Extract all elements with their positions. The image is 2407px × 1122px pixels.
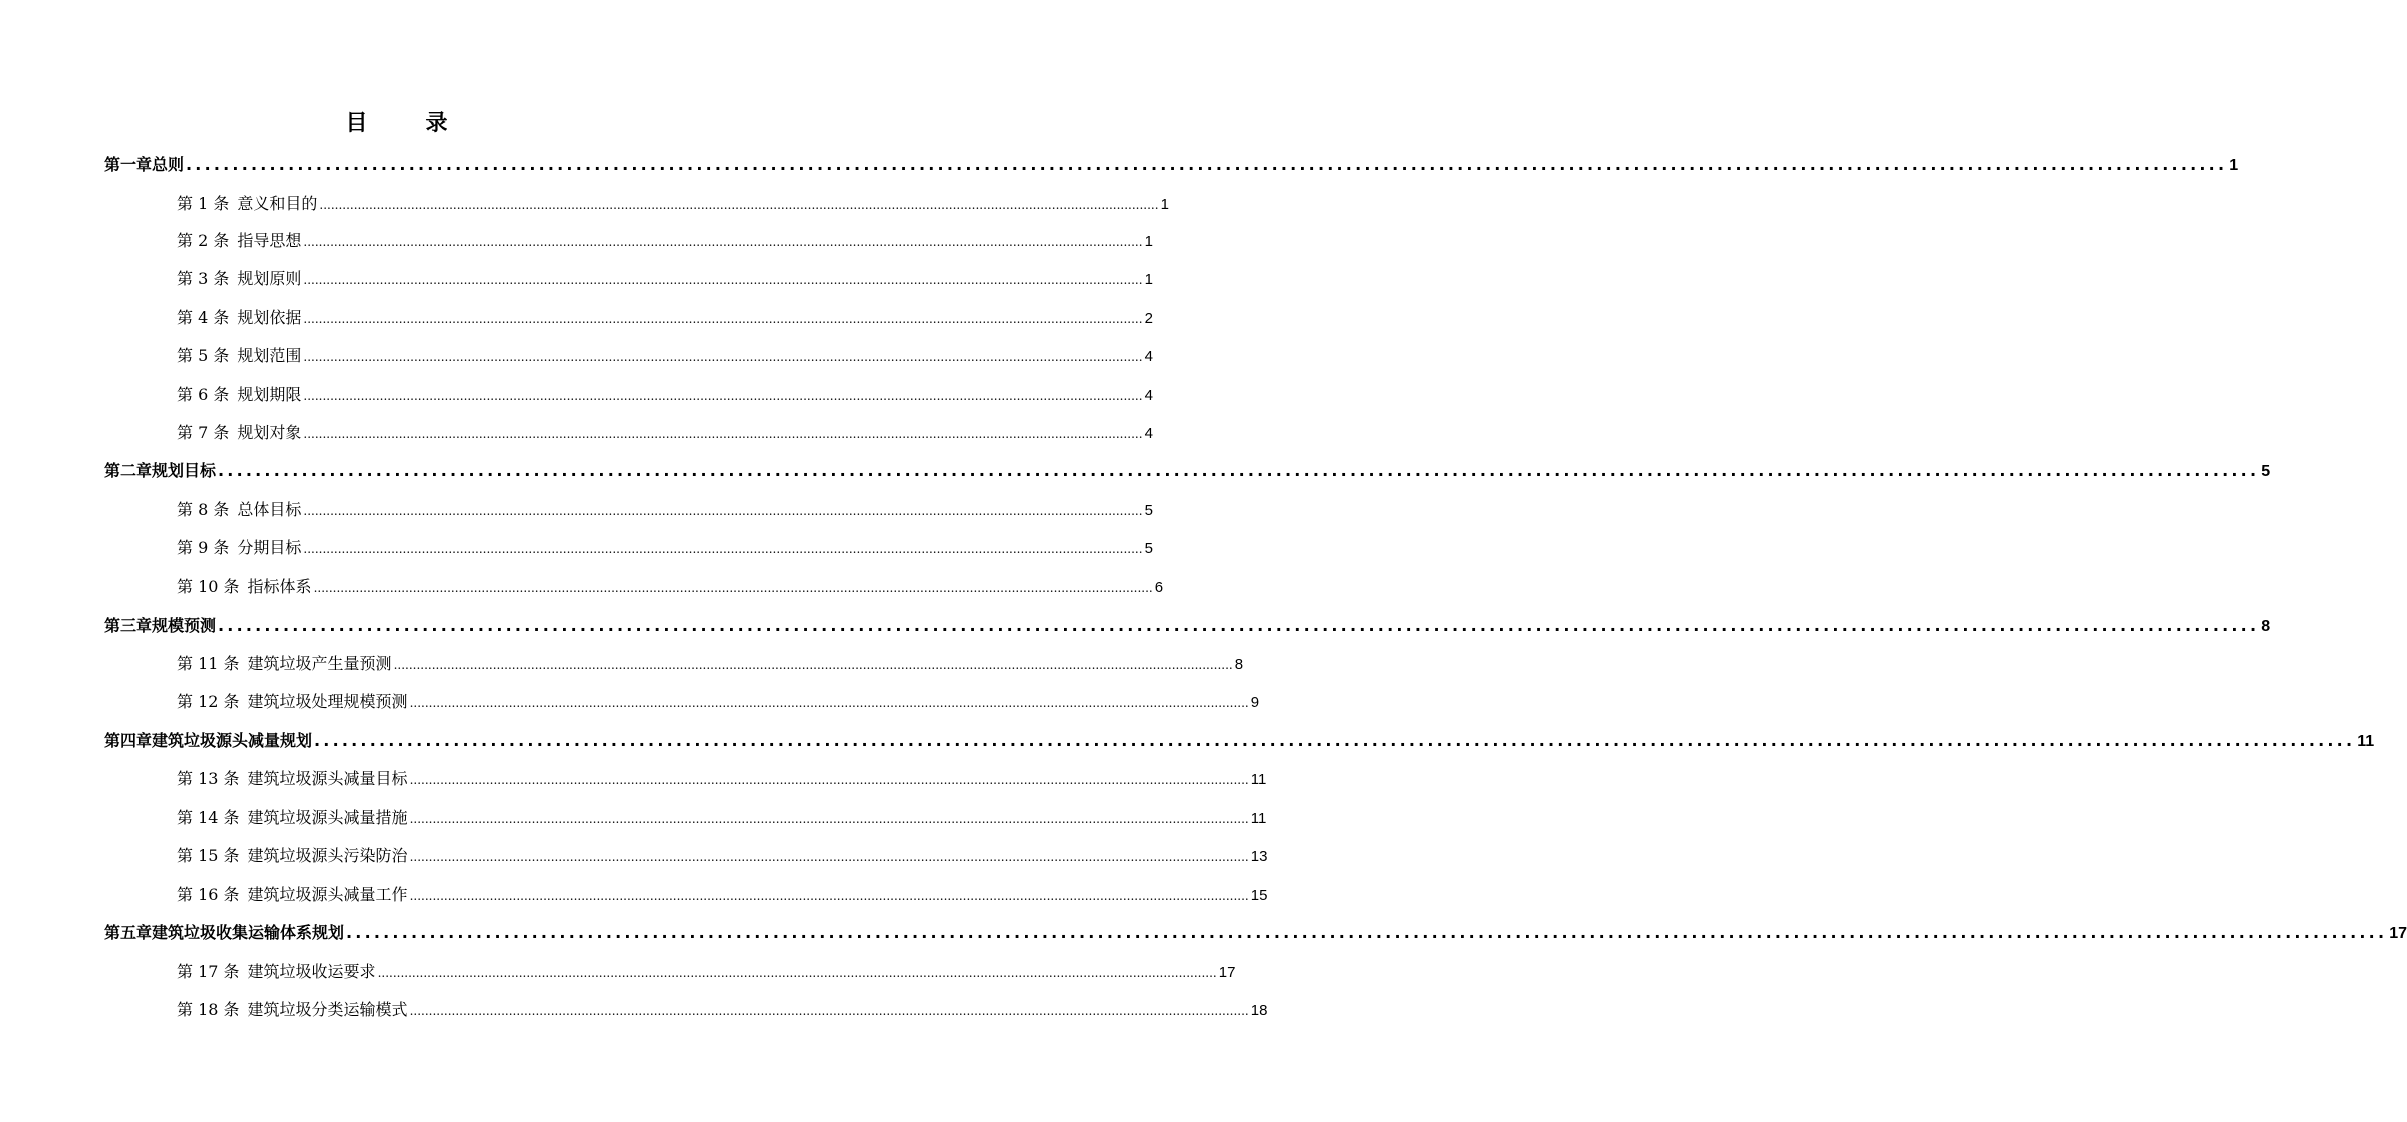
toc-article-entry[interactable] (177, 305, 1153, 331)
toc-dot-leader: ............................................................................................................................................................................................................................ (303, 273, 1143, 287)
toc-dot-leader: ............................................................................................................................................................................................................................ (409, 1004, 1249, 1018)
toc-article-entry[interactable] (177, 497, 1153, 523)
toc-entry-title: 规划期限 (237, 385, 302, 404)
toc-page-number: 4 (1144, 387, 1153, 404)
toc-article-entry[interactable] (177, 228, 1153, 254)
toc-dot-leader: ............................................................................................................................................................................................................................ (303, 542, 1143, 556)
toc-entry-number: 第 13 条 (177, 769, 240, 788)
toc-dot-leader: ............................................................................................................................................................................................................................ (409, 850, 1249, 864)
toc-entry-number: 第二章 (104, 461, 153, 480)
toc-entry-number: 第 12 条 (177, 692, 240, 711)
toc-entry-title: 建筑垃圾源头减量措施 (247, 808, 408, 827)
toc-article-entry[interactable] (177, 191, 1169, 217)
toc-page-number: 5 (1144, 540, 1153, 557)
toc-entry-number: 第 11 条 (177, 654, 240, 673)
toc-dot-leader: ............................................................................................................................................................................................................................ (409, 696, 1249, 710)
toc-dot-leader: ............................................................................................................................................................................................................................ (303, 389, 1143, 403)
toc-dot-leader: ............................................................................................................................................................................................................................ (186, 155, 2228, 174)
toc-entry-number: 第四章 (104, 731, 153, 750)
toc-chapter-entry[interactable] (104, 613, 2271, 639)
toc-dot-leader: ............................................................................................................................................................................................................................ (303, 504, 1143, 518)
toc-page-number: 11 (1250, 810, 1267, 827)
toc-entry-title: 规划原则 (237, 269, 302, 288)
toc-entry-number: 第 7 条 (177, 423, 230, 442)
toc-entry-title: 建筑垃圾源头污染防治 (247, 846, 408, 865)
toc-entry-title: 分期目标 (237, 538, 302, 557)
toc-page-number: 2 (1144, 310, 1153, 327)
toc-dot-leader: ............................................................................................................................................................................................................................ (393, 658, 1233, 672)
toc-article-entry[interactable] (177, 997, 1268, 1023)
toc-entry-title: 指导思想 (237, 231, 302, 250)
toc-article-entry[interactable] (177, 689, 1260, 715)
toc-chapter-entry[interactable] (104, 728, 2375, 754)
toc-entry-title: 规划范围 (237, 346, 302, 365)
toc-entry-number: 第 9 条 (177, 538, 230, 557)
toc-entry-number: 第 10 条 (177, 577, 240, 596)
toc-entry-title: 建筑垃圾收集运输体系规划 (152, 923, 345, 942)
toc-entry-title: 规划目标 (152, 461, 217, 480)
toc-entry-number: 第 18 条 (177, 1000, 240, 1019)
toc-dot-leader: ............................................................................................................................................................................................................................ (303, 427, 1143, 441)
toc-entry-title: 规划对象 (237, 423, 302, 442)
toc-page-number: 5 (2261, 463, 2271, 480)
toc-page-number: 8 (1234, 656, 1244, 673)
toc-entry-number: 第 14 条 (177, 808, 240, 827)
page-title: 目 录 (345, 111, 466, 136)
toc-entry-title: 总体目标 (237, 500, 302, 519)
toc-article-entry[interactable] (177, 343, 1153, 369)
toc-entry-number: 第一章 (104, 155, 153, 174)
toc-page-number: 17 (1218, 964, 1236, 981)
toc-page-number: 1 (1144, 271, 1153, 288)
toc-entry-number: 第 8 条 (177, 500, 230, 519)
toc-article-entry[interactable] (177, 535, 1153, 561)
toc-page-number: 4 (1144, 348, 1153, 365)
toc-dot-leader: ............................................................................................................................................................................................................................ (218, 616, 2260, 635)
toc-article-entry[interactable] (177, 420, 1153, 446)
toc-page-number: 11 (1250, 771, 1267, 788)
toc-dot-leader: ............................................................................................................................................................................................................................ (319, 198, 1159, 212)
toc-entry-title: 规划依据 (237, 308, 302, 327)
toc-dot-leader: ............................................................................................................................................................................................................................ (409, 773, 1249, 787)
toc-entry-number: 第 6 条 (177, 385, 230, 404)
toc-chapter-entry[interactable] (104, 458, 2271, 484)
toc-article-entry[interactable] (177, 882, 1268, 908)
toc-entry-number: 第 1 条 (177, 194, 230, 213)
toc-article-entry[interactable] (177, 266, 1153, 292)
toc-dot-leader: ............................................................................................................................................................................................................................ (313, 581, 1153, 595)
toc-entry-number: 第 15 条 (177, 846, 240, 865)
toc-dot-leader: ............................................................................................................................................................................................................................ (346, 923, 2388, 942)
toc-chapter-entry[interactable] (104, 152, 2239, 178)
toc-page-number: 18 (1250, 1002, 1268, 1019)
toc-entry-number: 第 2 条 (177, 231, 230, 250)
toc-page-number: 5 (1144, 502, 1153, 519)
toc-dot-leader: ............................................................................................................................................................................................................................ (314, 731, 2356, 750)
toc-page-number: 11 (2357, 733, 2375, 750)
toc-entry-title: 建筑垃圾分类运输模式 (247, 1000, 408, 1019)
toc-page-number: 9 (1250, 694, 1260, 711)
toc-article-entry[interactable] (177, 651, 1244, 677)
toc-page-number: 15 (1250, 887, 1268, 904)
toc-entry-title: 建筑垃圾处理规模预测 (247, 692, 408, 711)
toc-entry-title: 建筑垃圾源头减量目标 (247, 769, 408, 788)
toc-article-entry[interactable] (177, 766, 1267, 792)
toc-page-number: 1 (2229, 157, 2239, 174)
toc-entry-title: 建筑垃圾源头减量规划 (152, 731, 313, 750)
toc-article-entry[interactable] (177, 382, 1153, 408)
toc-entry-number: 第 17 条 (177, 962, 240, 981)
toc-page-number: 8 (2261, 618, 2271, 635)
toc-entry-title: 建筑垃圾收运要求 (247, 962, 376, 981)
toc-entry-title: 建筑垃圾源头减量工作 (247, 885, 408, 904)
toc-page-number: 13 (1250, 848, 1268, 865)
toc-dot-leader: ............................................................................................................................................................................................................................ (409, 889, 1249, 903)
toc-dot-leader: ............................................................................................................................................................................................................................ (218, 461, 2260, 480)
toc-dot-leader: ............................................................................................................................................................................................................................ (303, 312, 1143, 326)
toc-dot-leader: ............................................................................................................................................................................................................................ (377, 966, 1217, 980)
toc-entry-number: 第 4 条 (177, 308, 230, 327)
toc-dot-leader: ............................................................................................................................................................................................................................ (303, 350, 1143, 364)
toc-entry-title: 总则 (152, 155, 185, 174)
toc-entry-number: 第三章 (104, 616, 153, 635)
toc-dot-leader: ............................................................................................................................................................................................................................ (303, 235, 1143, 249)
toc-entry-title: 规模预测 (152, 616, 217, 635)
toc-entry-number: 第五章 (104, 923, 153, 942)
toc-article-entry[interactable] (177, 574, 1164, 600)
toc-entry-number: 第 3 条 (177, 269, 230, 288)
toc-entry-number: 第 5 条 (177, 346, 230, 365)
toc-page-number: 1 (1144, 233, 1153, 250)
toc-article-entry[interactable] (177, 805, 1267, 831)
toc-entry-title: 意义和目的 (237, 194, 318, 213)
toc-page-number: 1 (1160, 196, 1169, 213)
toc-page-number: 4 (1144, 425, 1153, 442)
toc-entry-number: 第 16 条 (177, 885, 240, 904)
toc-chapter-entry[interactable] (104, 920, 2407, 946)
toc-article-entry[interactable] (177, 843, 1268, 869)
toc-page-number: 17 (2389, 925, 2407, 942)
toc-entry-title: 指标体系 (247, 577, 312, 596)
toc-article-entry[interactable] (177, 959, 1236, 985)
toc-entry-title: 建筑垃圾产生量预测 (247, 654, 392, 673)
toc-dot-leader: ............................................................................................................................................................................................................................ (409, 812, 1249, 826)
toc-page-number: 6 (1154, 579, 1164, 596)
